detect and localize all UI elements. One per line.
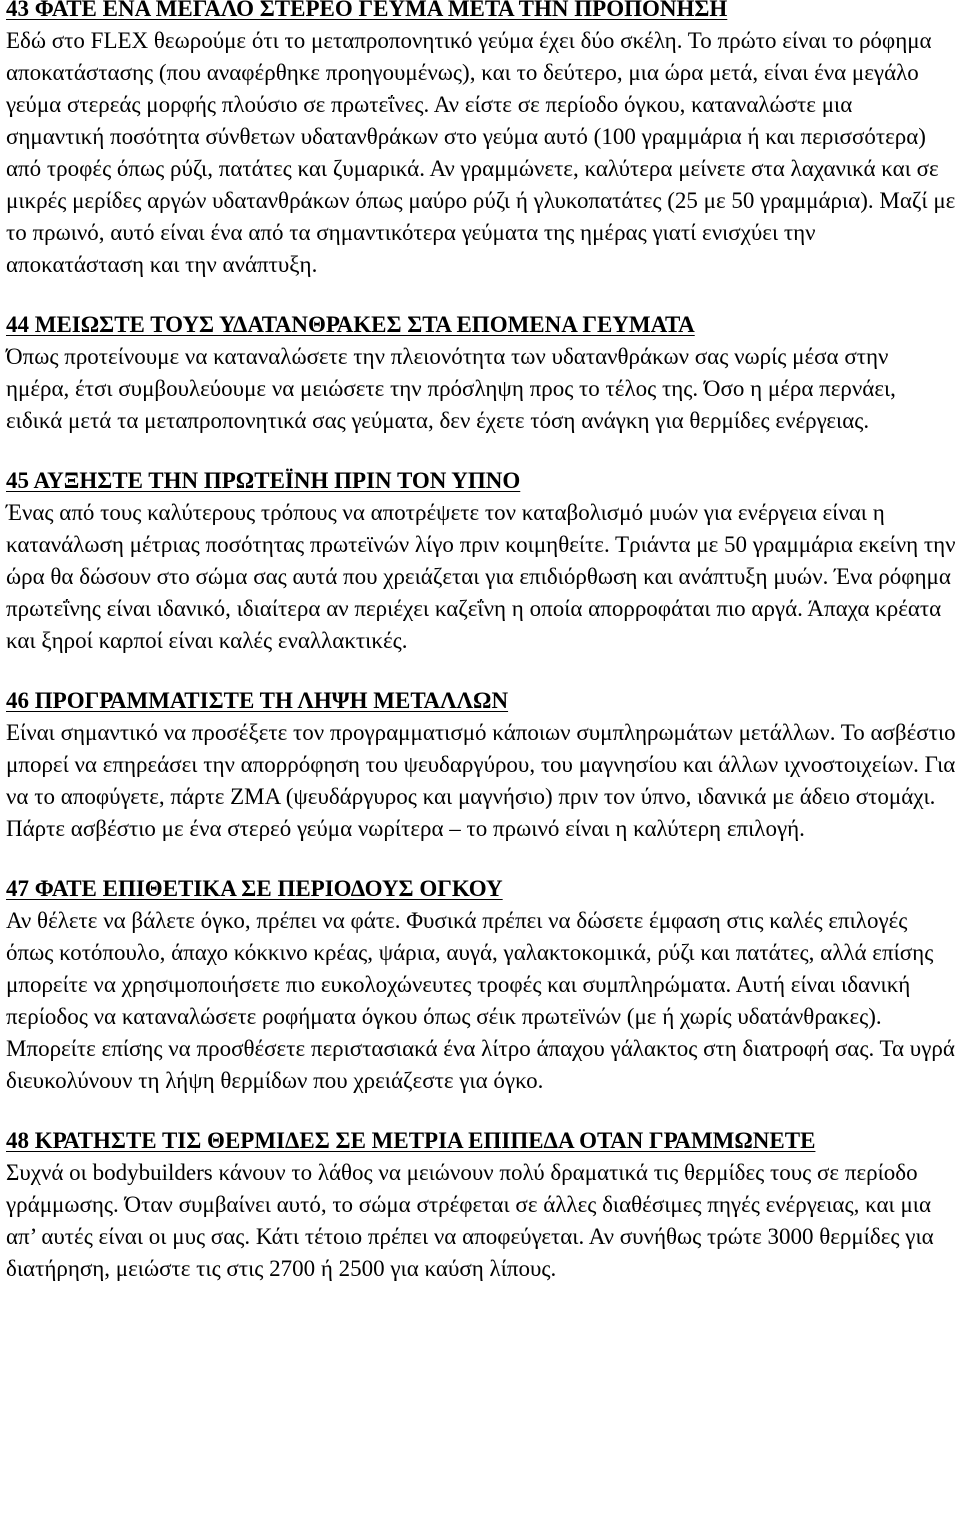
section-48: [6, 1125, 956, 1285]
section-paragraph: Εδώ στο FLEX θεωρούμε ότι το μεταπροπονητικό γεύμα έχει δύο σκέλη. Το πρώτο είναι το ρόφημα αποκατάστασης (που αναφέρθηκε προηγουμένως), και το δεύτερο, μια ώρα μετά, είναι ένα μεγάλο γεύμα στερεάς μορφής πλούσιο σε πρωτεΐνες. Αν είστε σε περίοδο όγκου, καταναλώστε μια σημαντική ποσότητα σύνθετων υδατανθράκων στο γεύμα αυτό (100 γραμμάρια ή και περισσότερα) από τροφές όπως ρύζι, πατάτες και ζυμαρικά. Αν γραμμώνετε, καλύτερα μείνετε στα λαχανικά και σε μικρές μερίδες αργών υδατανθράκων όπως μαύρο ρύζι ή γλυκοπατάτες (25 με 50 γραμμάρια). Μαζί με το πρωινό, αυτό είναι ένα από τα σημαντικότερα γεύματα της ημέρας γιατί ενισχύει την αποκατάσταση και την ανάπτυξη.: [6, 28, 956, 277]
section-heading: 44 ΜΕΙΩΣΤΕ ΤΟΥΣ ΥΔΑΤΑΝΘΡΑΚΕΣ ΣΤΑ ΕΠΟΜΕΝΑ ΓΕΥΜΑΤΑ: [6, 312, 695, 337]
section-paragraph: Συχνά οι bodybuilders κάνουν το λάθος να μειώνουν πολύ δραματικά τις θερμίδες τους σε περίοδο γράμμωσης. Όταν συμβαίνει αυτό, το σώμα στρέφεται σε άλλες διαθέσιμες πηγές ενέργειας, και μια απ’ αυτές είναι οι μυς σας. Κάτι τέτοιο πρέπει να αποφεύγεται. Αν συνήθως τρώτε 3000 θερμίδες για διατήρηση, μειώστε τις στις 2700 ή 2500 για καύση λίπους.: [6, 1160, 934, 1281]
section-paragraph: Ένας από τους καλύτερους τρόπους να αποτρέψετε τον καταβολισμό μυών για ενέργεια είναι η κατανάλωση μέτριας ποσότητας πρωτεϊνών λίγο πριν κοιμηθείτε. Τριάντα με 50 γραμμάρια εκείνη την ώρα θα δώσουν στο σώμα σας αυτά που χρειάζεται για επιδιόρθωση και ανάπτυξη μυών. Ένα ρόφημα πρωτεΐνης είναι ιδανικό, ιδιαίτερα αν περιέχει καζεΐνη η οποία απορροφάται πιο αργά. Άπαχα κρέατα και ξηροί καρποί είναι καλές εναλλακτικές.: [6, 500, 956, 653]
section-44: [6, 309, 956, 437]
section-heading: 43 ΦΑΤΕ ΕΝΑ ΜΕΓΑΛΟ ΣΤΕΡΕΟ ΓΕΥΜΑ ΜΕΤΑ ΤΗΝ ΠΡΟΠΟΝΗΣΗ: [6, 0, 728, 21]
section-heading: 48 ΚΡΑΤΗΣΤΕ ΤΙΣ ΘΕΡΜΙΔΕΣ ΣΕ ΜΕΤΡΙΑ ΕΠΙΠΕΔΑ ΟΤΑΝ ΓΡΑΜΜΩΝΕΤΕ: [6, 1128, 816, 1153]
section-paragraph: Όπως προτείνουμε να καταναλώσετε την πλειονότητα των υδατανθράκων σας νωρίς μέσα στην ημέρα, έτσι συμβουλεύουμε να μειώσετε την πρόσληψη προς το τέλος της. Όσο η μέρα περνάει, ειδικά μετά τα μεταπροπονητικά σας γεύματα, δεν έχετε τόση ανάγκη για θερμίδες ενέργειας.: [6, 344, 896, 433]
section-heading: 46 ΠΡΟΓΡΑΜΜΑΤΙΣΤΕ ΤΗ ΛΗΨΗ ΜΕΤΑΛΛΩΝ: [6, 688, 509, 713]
section-paragraph: Είναι σημαντικό να προσέξετε τον προγραμματισμό κάποιων συμπληρωμάτων μετάλλων. Το ασβέστιο μπορεί να επηρεάσει την απορρόφηση του ψευδαργύρου, του μαγνησίου και άλλων ιχνοστοιχείων. Για να το αποφύγετε, πάρτε ZMA (ψευδάργυρος και μαγνήσιο) πριν τον ύπνο, ιδανικά με άδειο στομάχι. Πάρτε ασβέστιο με ένα στερεό γεύμα νωρίτερα – το πρωινό είναι η καλύτερη επιλογή.: [6, 720, 956, 841]
document-page: [6, 0, 956, 1313]
section-paragraph: Αν θέλετε να βάλετε όγκο, πρέπει να φάτε. Φυσικά πρέπει να δώσετε έμφαση στις καλές επιλογές όπως κοτόπουλο, άπαχο κόκκινο κρέας, ψάρια, αυγά, γαλακτοκομικά, ρύζι και πατάτες, αλλά επίσης μπορείτε να χρησιμοποιήσετε πιο ευκολοχώνευτες τροφές και συμπληρώματα. Αυτή είναι ιδανική περίοδος να καταναλώσετε ροφήματα όγκου όπως σέικ πρωτεϊνών (με ή χωρίς υδατάνθρακες). Μπορείτε επίσης να προσθέσετε περιστασιακά ένα λίτρο άπαχου γάλακτος στη διατροφή σας. Τα υγρά διευκολύνουν τη λήψη θερμίδων που χρειάζεστε για όγκο.: [6, 908, 955, 1093]
section-47: [6, 873, 956, 1097]
section-45: [6, 465, 956, 657]
section-43: [6, 0, 956, 281]
section-46: [6, 685, 956, 845]
section-heading: 45 ΑΥΞΗΣΤΕ ΤΗΝ ΠΡΩΤΕΪΝΗ ΠΡΙΝ ΤΟΝ ΥΠΝΟ: [6, 468, 521, 493]
section-heading: 47 ΦΑΤΕ ΕΠΙΘΕΤΙΚΑ ΣΕ ΠΕΡΙΟΔΟΥΣ ΟΓΚΟΥ: [6, 876, 503, 901]
